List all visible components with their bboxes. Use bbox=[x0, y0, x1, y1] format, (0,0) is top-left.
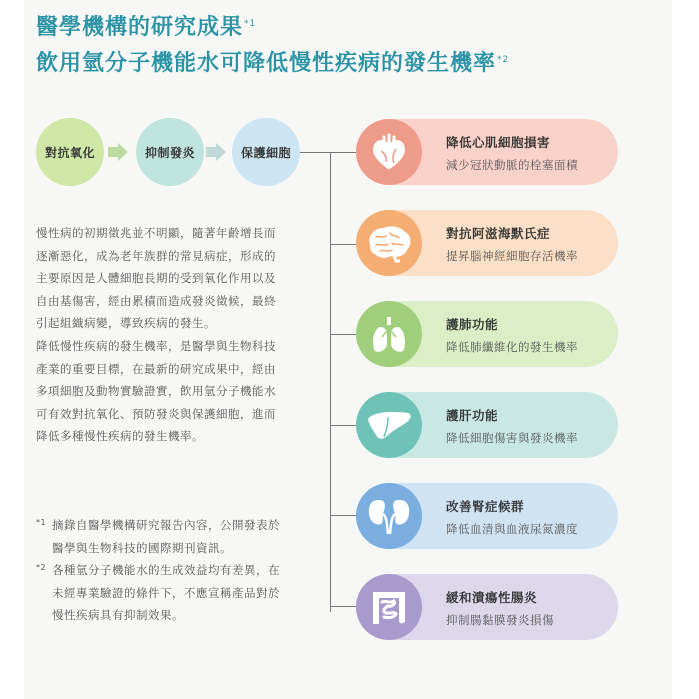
body-line: 自由基傷害，經由累積而造成發炎徵候，最終 bbox=[36, 293, 276, 308]
card-description: 降低肺纖維化的發生機率 bbox=[446, 340, 578, 354]
benefit-card-kidney bbox=[356, 483, 618, 549]
kidney-icon bbox=[356, 483, 422, 549]
footnote-mark: *2 bbox=[36, 563, 47, 573]
benefit-card-intestine bbox=[356, 574, 618, 640]
body-line: 降低慢性疾病的發生機率，是醫學與生物科技 bbox=[36, 338, 276, 353]
card-description: 減少冠狀動脈的栓塞面積 bbox=[446, 158, 578, 172]
footnote-1 bbox=[36, 514, 316, 559]
title-footnote-mark: *1 bbox=[244, 18, 257, 29]
flow-arrow-icon bbox=[118, 143, 128, 161]
card-title: 改善腎症候群 bbox=[446, 499, 525, 514]
connector-line bbox=[330, 425, 356, 426]
card-title: 緩和潰瘍性腸炎 bbox=[446, 590, 538, 605]
footnote-mark: *1 bbox=[36, 518, 47, 527]
card-description: 降低血清與血液尿氮濃度 bbox=[446, 522, 578, 536]
card-description: 抑制腸黏膜發炎損傷 bbox=[446, 613, 554, 627]
card-title: 對抗阿滋海默氏症 bbox=[446, 226, 551, 241]
flow-step-cell-protection bbox=[232, 118, 300, 186]
page-title: 醫學機構的研究成果$^{*1}$ bbox=[36, 15, 257, 40]
footnote-line: 各種氫分子機能水的生成效益均有差異，在 bbox=[52, 563, 280, 578]
footnote-line: 未經專業驗證的條件下，不應宣稱產品對於 bbox=[52, 585, 280, 600]
flow-step-anti-inflammation bbox=[136, 118, 204, 186]
benefit-card-brain bbox=[356, 210, 618, 276]
connector-line bbox=[330, 152, 331, 612]
body-line: 降低多種慢性疾病的發生機率。 bbox=[36, 429, 204, 444]
benefit-card-lungs bbox=[356, 301, 618, 367]
lungs-icon bbox=[356, 301, 422, 367]
connector-line bbox=[330, 334, 356, 335]
body-line: 產業的重要目標，在最新的研究成果中，經由 bbox=[36, 361, 276, 376]
card-title: 護肝功能 bbox=[446, 408, 499, 423]
heart-icon bbox=[356, 119, 422, 185]
body-line: 可有效對抗氧化、預防發炎與保護細胞，進而 bbox=[36, 406, 276, 421]
connector-line bbox=[330, 606, 356, 607]
body-line: 逐漸惡化，成為老年族群的常見病症，形成的 bbox=[36, 248, 276, 263]
flow-step-label: 保護細胞 bbox=[240, 145, 291, 160]
connector-line bbox=[330, 244, 356, 245]
card-title: 護肺功能 bbox=[446, 317, 499, 332]
flow-step-antioxidant bbox=[36, 118, 104, 186]
connector-line bbox=[330, 515, 356, 516]
body-line: 主要原因是人體細胞長期的受到氧化作用以及 bbox=[36, 271, 276, 286]
card-title: 降低心肌細胞損害 bbox=[446, 135, 551, 150]
body-line: 多項細胞及動物實驗證實，飲用氫分子機能水 bbox=[36, 384, 276, 399]
footnotes bbox=[36, 514, 316, 627]
footnote-2 bbox=[36, 559, 316, 627]
benefit-card-liver bbox=[356, 392, 618, 458]
subtitle-footnote-mark: *2 bbox=[497, 54, 510, 65]
liver-icon bbox=[356, 392, 422, 458]
body-text bbox=[36, 222, 306, 448]
intestine-icon bbox=[356, 574, 422, 640]
card-description: 提昇腦神經細胞存活機率 bbox=[446, 249, 578, 263]
benefit-card-heart bbox=[356, 119, 618, 185]
footnote-line: 摘錄自醫學機構研究報告內容，公開發表於 bbox=[52, 518, 280, 532]
brain-icon bbox=[356, 210, 422, 276]
page-subtitle: 飲用氫分子機能水可降低慢性疾病的發生機率$^{*2}$ bbox=[36, 51, 510, 76]
flow-step-label: 抑制發炎 bbox=[144, 145, 195, 160]
footnote-line: 慢性疾病具有抑制效果。 bbox=[52, 608, 184, 623]
flow-arrow-icon bbox=[216, 143, 226, 161]
connector-line bbox=[300, 152, 356, 153]
body-line: 引起組織病變，導致疾病的發生。 bbox=[36, 316, 216, 331]
flow-step-label: 對抗氧化 bbox=[44, 145, 95, 160]
body-line: 慢性病的初期徵兆並不明顯，隨著年齡增長而 bbox=[36, 226, 276, 240]
footnote-line: 醫學與生物科技的國際期刊資訊。 bbox=[52, 540, 232, 555]
card-description: 降低細胞傷害與發炎機率 bbox=[446, 431, 578, 445]
